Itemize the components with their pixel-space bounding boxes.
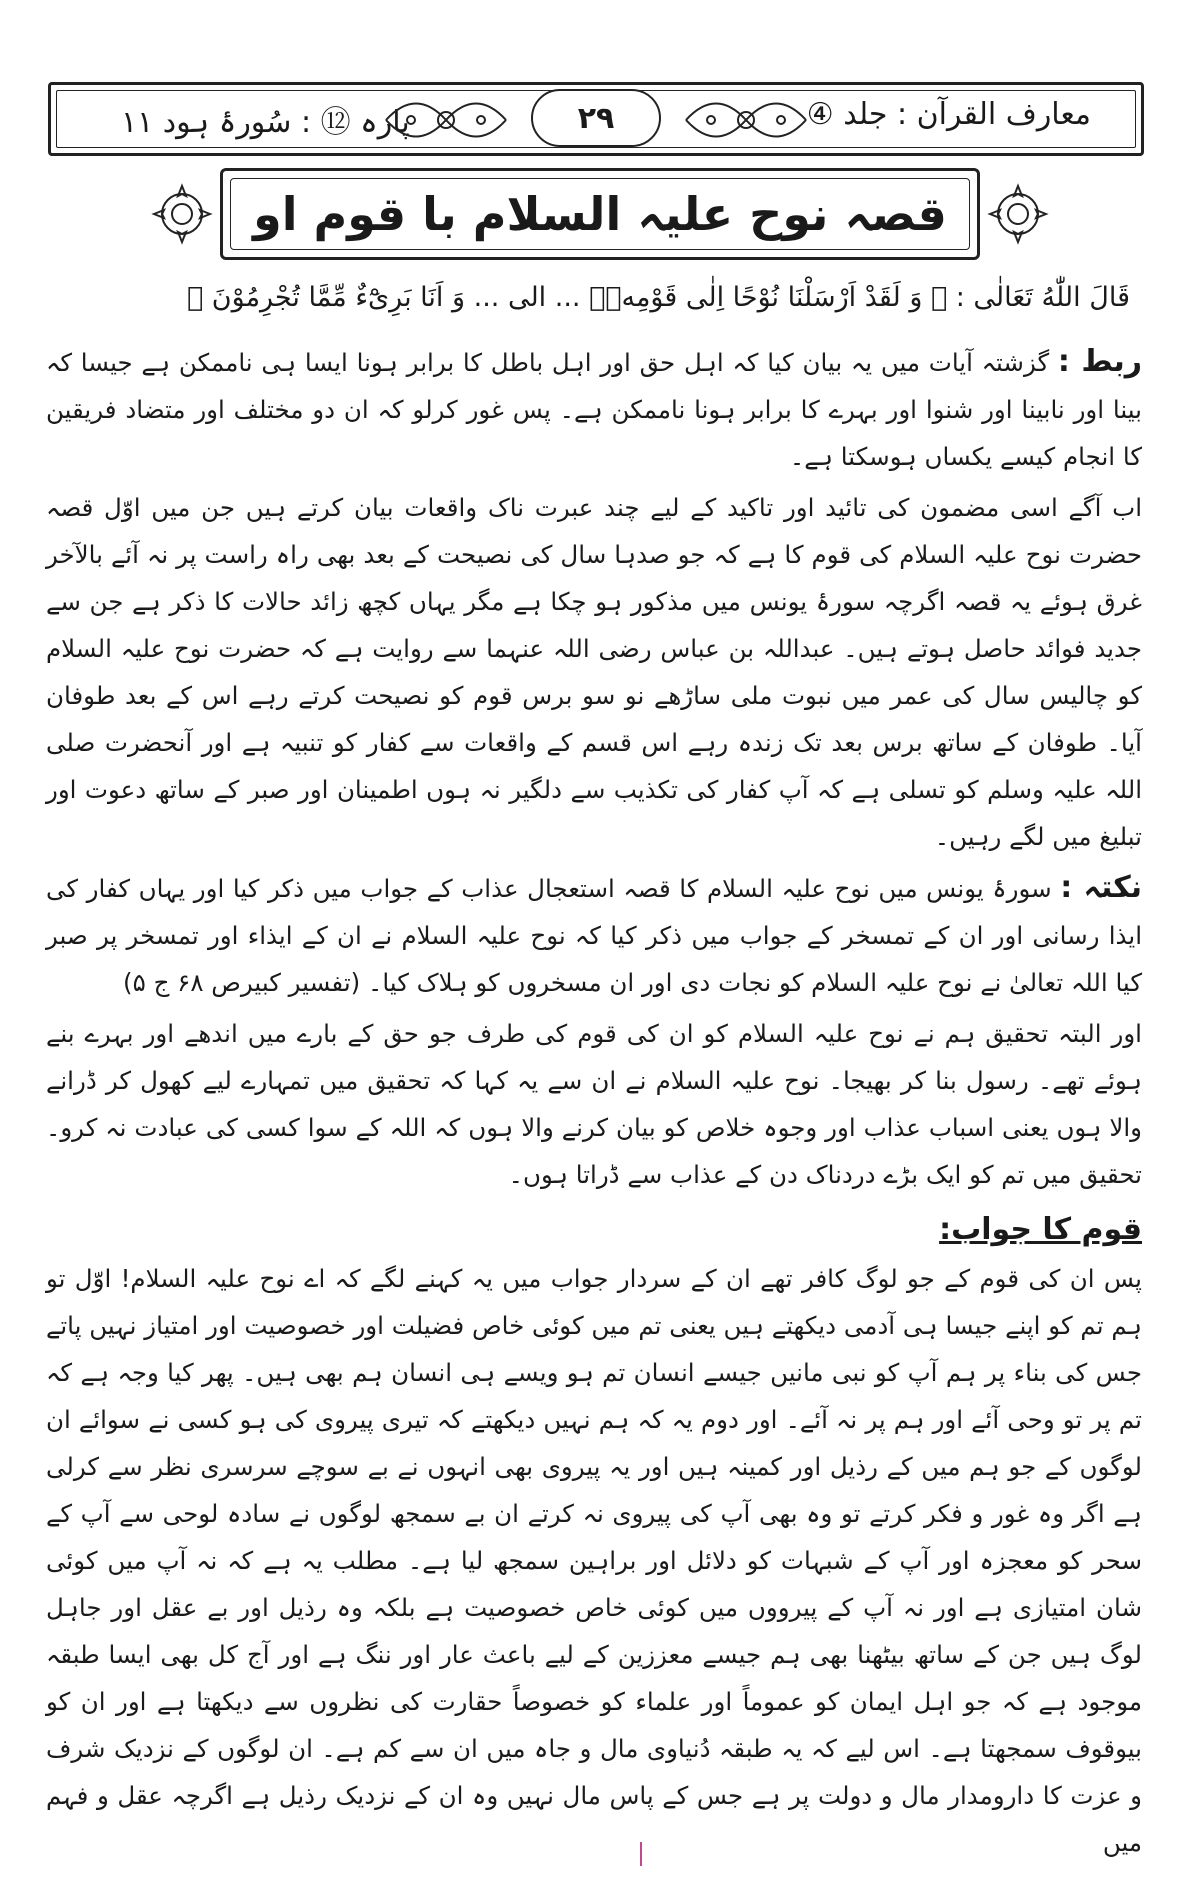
- page-number: ۲۹: [531, 89, 661, 147]
- para-surah-label: پارہ ⑫ : سُورۂ ہود ۱۱: [121, 105, 410, 140]
- paragraph-text: اور البتہ تحقیق ہم نے نوح علیہ السلام کو ان کی قوم کی طرف جو حق کے بارے میں اندھے اور بہرے بنے ہوئے تھے۔ رسول بنا کر بھیجا۔ نوح علیہ السلام نے ان سے یہ کہا کہ تحقیق میں تمہارے لیے کھول کر ڈرانے والا ہوں یعنی اسباب عذاب اور وجوہ خلاص کو بیان کرنے والا ہوں کہ اللہ کے سوا کسی کی عبادت نہ کرو۔ تحقیق میں تم کو ایک بڑے دردناک دن کے عذاب سے ڈراتا ہوں۔: [46, 1019, 1142, 1189]
- margin-mark: [640, 1842, 642, 1866]
- rosette-ornament-icon: [986, 182, 1050, 246]
- chapter-title: قصہ نوح علیہ السلام با قوم او: [253, 187, 947, 241]
- paragraph-text: گزشتہ آیات میں یہ بیان کیا کہ اہل حق اور اہل باطل کا برابر ہونا ایسا ہی ناممکن ہے جیسا کہ بینا اور نابینا اور شنوا اور بہرے کا برابر ہونا ناممکن ہے۔ پس غور کرلو کہ ان دو مختلف اور متضاد فریقین کا انجام کیسے یکساں ہوسکتا ہے۔: [46, 348, 1142, 471]
- paragraph-text: سورۂ یونس میں نوح علیہ السلام کا قصہ استعجال عذاب کے جواب میں ذکر کیا اور یہاں کفار کی ایذا رسانی اور ان کے تمسخر کے جواب میں ذکر کیا کہ نوح علیہ السلام نے ان کے ایذاء اور تمسخر پر صبر کیا اللہ تعالیٰ نے نوح علیہ السلام کو نجات دی اور ان مسخروں کو ہلاک کیا۔ (تفسیر کبیرص ۶۸ ج ۵): [46, 874, 1142, 997]
- paragraph-text: پس ان کی قوم کے جو لوگ کافر تھے ان کے سردار جواب میں یہ کہنے لگے کہ اے نوح علیہ السلام! اوّل تو ہم تم کو اپنے جیسا ہی آدمی دیکھتے ہیں یعنی تم میں کوئی خاص فضیلت اور خصوصیت اور امتیاز نہیں پاتے جس کی بناء پر ہم آپ کو نبی مانیں جیسے انسان تم ہو ویسے ہی انسان ہم بھی ہیں۔ پھر کیا وجہ ہے کہ تم پر تو وحی آئے اور ہم پر نہ آئے۔ اور دوم یہ کہ ہم نہیں دیکھتے کہ تیری پیروی کی ہو کسی نے سوائے ان لوگوں کے جو ہم میں کے رذیل اور کمینہ ہیں اور یہ پیروی بھی انہوں نے بے سوچے سرسری نظر سے کرلی ہے اگر وہ غور و فکر کرتے تو وہ بھی آپ کی پیروی نہ کرتے ان بے سمجھ لوگوں نے سادہ لوحی سے آپ کے سحر کو معجزہ اور آپ کے شبہات کو دلائل اور براہین سمجھ لیا ہے۔ مطلب یہ ہے کہ نہ آپ میں کوئی شان امتیازی ہے اور نہ آپ کے پیرووں میں کوئی خاص خصوصیت ہے بلکہ وہ رذیل اور بے عقل اور جاہل لوگ ہیں جن کے ساتھ بیٹھنا بھی ہم جیسے معززین کے لیے باعث عار اور ننگ ہے اور آج کل بھی ایسا طبقہ موجود ہے کہ جو اہل ایمان کو عموماً اور علماء کو خصوصاً حقارت کی نظروں سے دیکھتا ہے اور ان کو بیوقوف سمجھتا ہے۔ اس لیے کہ یہ طبقہ دُنیاوی مال و جاہ میں ان سے کم ہے۔ ان لوگوں کے نزدیک شرف و عزت کا دارومدار مال و دولت پر ہے جس کے پاس مال نہیں وہ ان کے نزدیک رذیل ہے اگرچہ عقل و فہم میں: [46, 1264, 1142, 1857]
- running-header: [48, 82, 1144, 156]
- rosette-ornament-icon: [150, 182, 214, 246]
- paragraph-translation: [46, 1010, 1142, 1198]
- body-text: [46, 338, 1142, 1870]
- chapter-title-frame: [220, 168, 980, 260]
- lead-label: ربط :: [1057, 344, 1142, 379]
- paragraph-qaum-reply: [46, 1255, 1142, 1866]
- section-heading: قوم کا جواب:: [939, 1212, 1142, 1247]
- lead-label: نکتہ :: [1060, 870, 1142, 905]
- verse-reference: قَالَ اللّٰهُ تَعَالٰى : ﴿ وَ لَقَدْ اَرْسَلْنَا نُوْحًا اِلٰى قَوْمِهٖۤ ... الى ... وَ اَنَا بَرِیْٓءٌ مِّمَّا تُجْرِمُوْنَ ﴾: [187, 282, 1130, 313]
- paragraph-nukta: [46, 864, 1142, 1006]
- paragraph-intro: [46, 484, 1142, 860]
- floral-ornament-icon: [681, 93, 811, 147]
- floral-ornament-icon: [381, 93, 511, 147]
- paragraph-rabt: [46, 338, 1142, 480]
- paragraph-text: اب آگے اسی مضمون کی تائید اور تاکید کے لیے چند عبرت ناک واقعات بیان کرتے ہیں جن میں اوّل قصہ حضرت نوح علیہ السلام کی قوم کا ہے کہ جو صدہا سال کی نصیحت کے بعد بھی راہ راست پر نہ آئے بالآخر غرق ہوئے یہ قصہ اگرچہ سورۂ یونس میں مذکور ہو چکا ہے مگر یہاں کچھ زائد حالات کا ذکر ہے جن سے جدید فوائد حاصل ہوتے ہیں۔ عبداللہ بن عباس رضی اللہ عنہما سے روایت ہے کہ حضرت نوح علیہ السلام کو چالیس سال کی عمر میں نبوت ملی ساڑھے نو سو برس قوم کو نصیحت کرتے رہے اس کے بعد طوفان آیا۔ طوفان کے ساتھ برس بعد تک زندہ رہے اس قسم کے واقعات سے کفار کو تنبیہ ہے اور آنحضرت صلی اللہ علیہ وسلم کو تسلی ہے کہ آپ کفار کی تکذیب سے دلگیر نہ ہوں اطمینان اور صبر کے ساتھ دعوت اور تبلیغ میں لگے رہیں۔: [46, 493, 1142, 851]
- book-volume-label: معارف القرآن : جلد ④: [806, 97, 1091, 132]
